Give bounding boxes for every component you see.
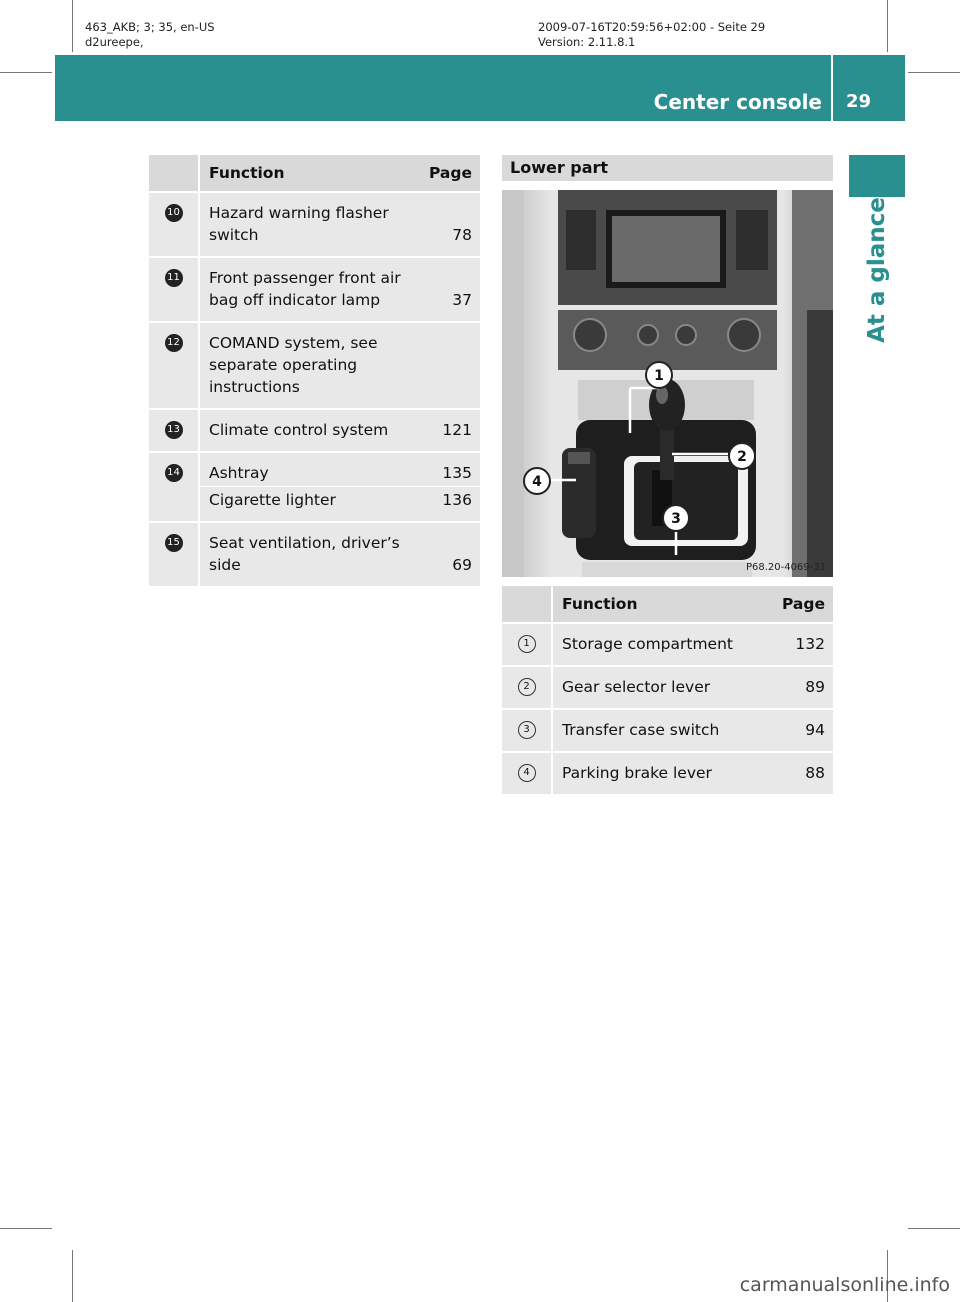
table-row: [149, 453, 480, 523]
table-row: [149, 258, 480, 323]
callout-3-label: 3: [671, 511, 681, 527]
page-title: Center console: [653, 90, 822, 114]
page-link-89[interactable]: 89: [763, 667, 833, 710]
page-link-88[interactable]: 88: [763, 753, 833, 796]
page-link-69[interactable]: 69: [410, 523, 480, 588]
column-header-function: Function: [200, 155, 410, 193]
crop-mark: [908, 72, 960, 73]
header-divider: [831, 55, 833, 121]
page-link-136[interactable]: 136: [410, 486, 480, 511]
table-row: [502, 753, 833, 796]
page-link-37[interactable]: 37: [410, 258, 480, 323]
crop-mark: [72, 1250, 73, 1302]
table-row: [502, 667, 833, 710]
footer-watermark[interactable]: carmanualsonline.info: [739, 1274, 950, 1296]
callout-marker-10: 10: [165, 204, 183, 222]
page-link-121[interactable]: 121: [410, 410, 480, 453]
section-heading-lower-part: Lower part: [502, 155, 833, 181]
callout-marker-13: 13: [165, 421, 183, 439]
page-number: 29: [846, 91, 872, 112]
print-meta-right: [538, 20, 765, 50]
column-header-function: Function: [553, 586, 763, 624]
table-row: [149, 410, 480, 453]
function-cell: Cigarette lighter: [200, 486, 410, 511]
table-row: [149, 523, 480, 588]
table-row: [149, 193, 480, 258]
callout-4-label: 4: [532, 474, 542, 490]
column-header-page: Page: [763, 586, 833, 624]
function-cell: Gear selector lever: [553, 667, 763, 710]
side-tab-marker: [849, 155, 905, 197]
callout-marker-15: 15: [165, 534, 183, 552]
function-cell: Front passenger front air bag off indicator lamp: [200, 258, 410, 323]
meta-right-line2: Version: 2.11.8.1: [538, 35, 636, 49]
callout-badge-2: [729, 443, 755, 469]
column-header-page: Page: [410, 155, 480, 193]
crop-mark: [0, 72, 52, 73]
center-console-photo: [502, 190, 833, 577]
callout-marker-12: 12: [165, 334, 183, 352]
function-cell: Seat ventilation, driver’s side: [200, 523, 410, 588]
crop-mark: [0, 1228, 52, 1229]
callout-2-label: 2: [737, 449, 747, 465]
table-row: [502, 624, 833, 667]
function-table-upper: [149, 155, 480, 588]
callout-marker-1: 1: [518, 635, 536, 653]
crop-mark: [887, 0, 888, 52]
column-header-marker: [149, 155, 200, 193]
page-link-94[interactable]: 94: [763, 710, 833, 753]
meta-left-line2: d2ureepe,: [85, 35, 144, 49]
print-meta-left: [85, 20, 215, 50]
callout-marker-2: 2: [518, 678, 536, 696]
callout-1-label: 1: [654, 368, 664, 384]
function-cell: Ashtray: [209, 464, 269, 482]
meta-left-line1: 463_AKB; 3; 35, en-US: [85, 20, 215, 34]
function-cell: Transfer case switch: [553, 710, 763, 753]
callout-marker-3: 3: [518, 721, 536, 739]
meta-right-line1: 2009-07-16T20:59:56+02:00 - Seite 29: [538, 20, 766, 34]
function-table-lower: [502, 586, 833, 796]
function-cell: Hazard warning flasher switch: [200, 193, 410, 258]
crop-mark: [72, 0, 73, 52]
function-cell: Climate control system: [200, 410, 410, 453]
center-console-illustration: [502, 190, 833, 577]
crop-mark: [908, 1228, 960, 1229]
column-header-marker: [502, 586, 553, 624]
callout-badge-3: [663, 505, 689, 531]
callout-marker-4: 4: [518, 764, 536, 782]
function-cell: Parking brake lever: [553, 753, 763, 796]
page-cell-empty: [410, 323, 480, 410]
callout-marker-14: 14: [165, 464, 183, 482]
table-row: [149, 323, 480, 410]
callout-badge-1: [646, 362, 672, 388]
page-link-78[interactable]: 78: [410, 193, 480, 258]
function-cell: COMAND system, see separate operating instructions: [200, 323, 410, 410]
callout-marker-11: 11: [165, 269, 183, 287]
image-code: P68.20-4069-31: [745, 562, 826, 573]
page-link-132[interactable]: 132: [763, 624, 833, 667]
page-link-135[interactable]: 135: [442, 464, 472, 482]
function-cell: Storage compartment: [553, 624, 763, 667]
callout-badge-4: [524, 468, 550, 494]
section-side-label: At a glance: [864, 197, 890, 343]
table-row: [502, 710, 833, 753]
